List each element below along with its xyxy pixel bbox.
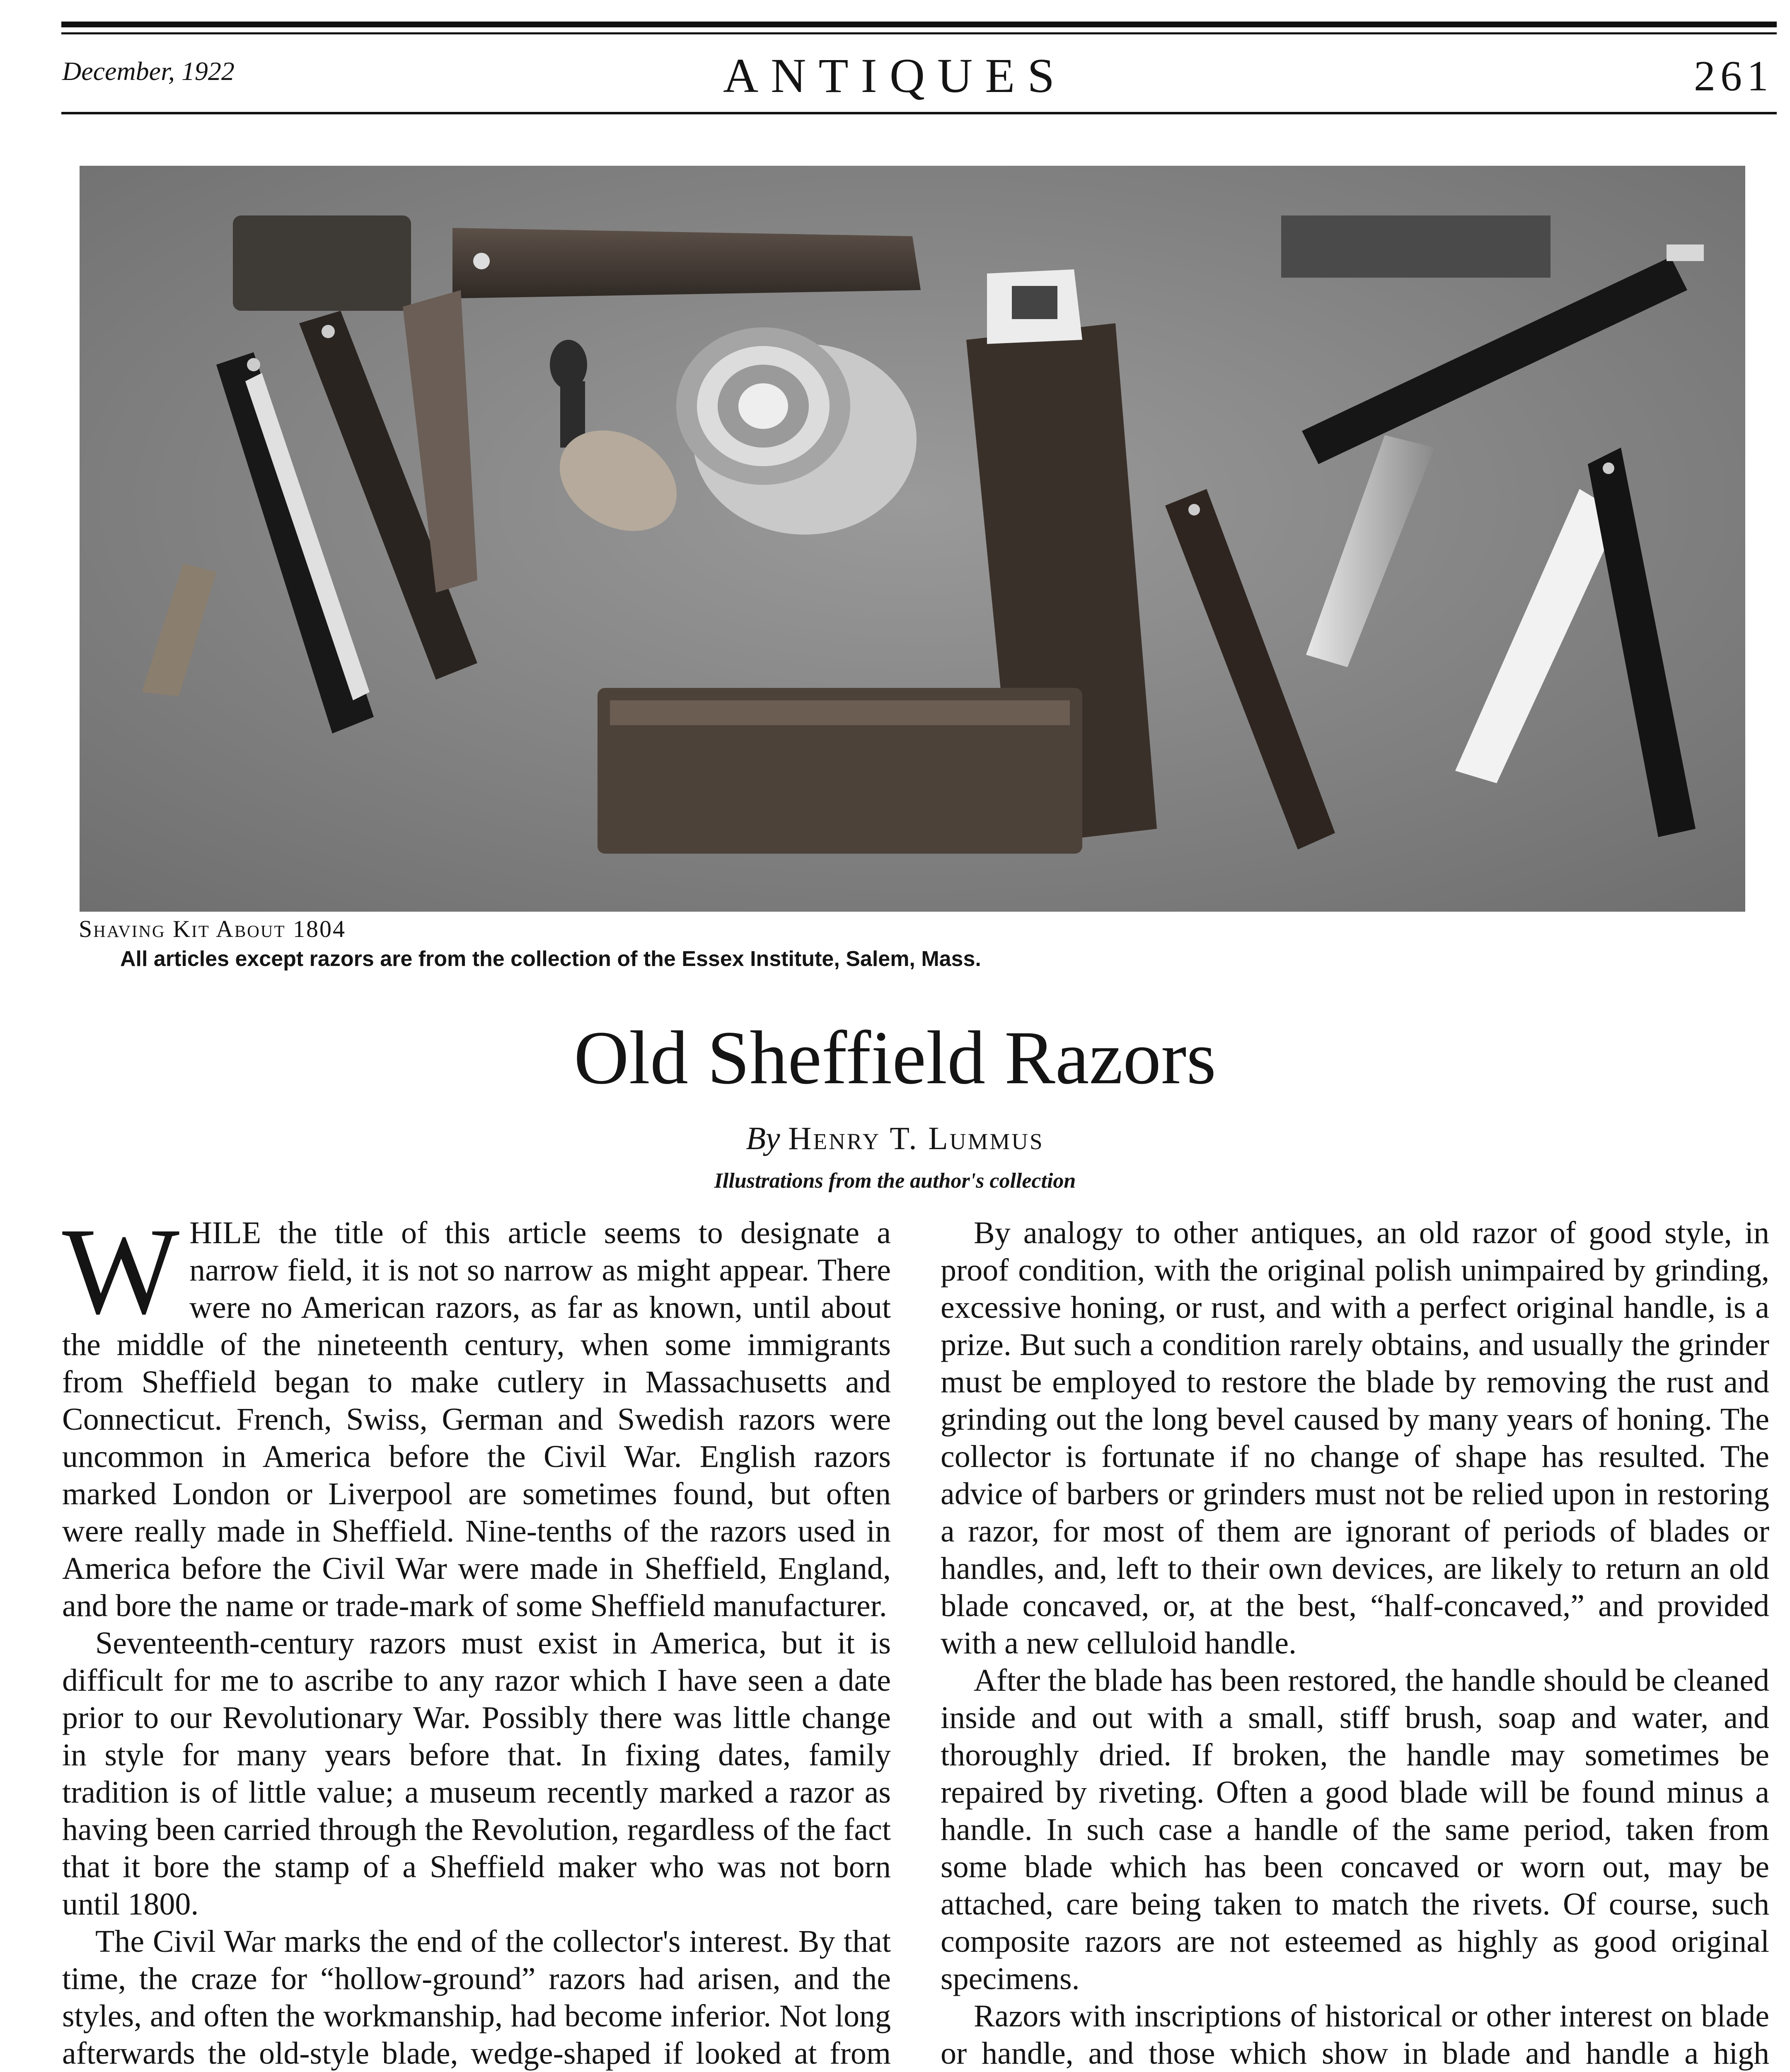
razor-pivot <box>247 358 260 371</box>
paragraph <box>62 1202 891 1624</box>
article-column-left <box>62 1202 891 2072</box>
paragraph: The Civil War marks the end of the collector's interest. By that time, the craze for “hollow-ground” razors had arisen, and the styles, and often the workmanship, had become inferior. Not long afterwards the old-style blade, wedge-shaped if looked at from <box>62 1924 891 2071</box>
paragraph: Seventeenth-century razors must exist in America, but it is difficult for me to ascribe to any razor which I have seen a date prior to our Revolutionary War. Possibly there was little change in style for many years before that. In fixing dates, family tradition is of little value; a museum recently marked a razor as having been carried through the Revolution, regardless of the fact that it bore the stamp of a Sheffield maker who was not born until 1800. <box>62 1626 891 1922</box>
razor-case <box>452 228 921 298</box>
case-lid-edge <box>610 700 1070 725</box>
header-rule-top-thin <box>61 32 1777 34</box>
issue-date: December, 1922 <box>62 56 235 86</box>
razor-pivot <box>1603 462 1614 474</box>
paragraph: After the blade has been restored, the handle should be cleaned inside and out with a small, stiff brush, soap and water, and thoroughly dried. If broken, the handle may sometimes be repaired by riveting. Often a good blade will be found minus a handle. In such case a handle of the same period, taken from some blade which has been concaved or worn out, may be attached, care being taken to match the rivets. Of course, such composite razors are not esteemed as highly as good original specimens. <box>941 1663 1769 1996</box>
figure-caption-note: All articles except razors are from the collection of the Essex Institute, Salem, Mass. <box>120 947 981 971</box>
page-number: 261 <box>1694 52 1773 100</box>
paragraph-text: HILE the title of this article seems to designate a narrow field, it is not so narrow as might appear. There were no American razors, as far as known, until about the middle of the nineteenth century, when some immigrants from Sheffield began to make cutlery in Massachusetts and Connecticut. French, Swiss, German and Swedish razors were uncommon in America before the Civil War. English razors marked London or Liverpool are sometimes found, but often were really made in Sheffield. Nine-tenths of the razors used in America before the Civil War were made in Sheffield, England, and bore the name or trade-mark of some Sheffield manufacturer. <box>62 1215 891 1623</box>
photo-shaving-kit <box>80 166 1745 912</box>
paragraph: By analogy to other antiques, an old razor of good style, in proof condition, with the original polish unimpaired by grinding, excessive honing, or rust, and with a perfect original handle, is a prize. But such a condition rarely obtains, and usually the grinder must be employed to restore the blade by removing the rust and grinding out the long bevel caused by many years of honing. The collector is fortunate if no change of shape has resulted. The advice of barbers or grinders must not be relied upon in restoring a razor, for most of them are ignorant of periods of blades or handles, and, left to their own devices, are likely to return an old blade concaved, or, at the best, “half-concaved,” and provided with a new celluloid handle. <box>941 1215 1769 1661</box>
tin-center <box>738 383 788 429</box>
strop-label-mark <box>1012 286 1057 319</box>
magazine-title: ANTIQUES <box>723 48 1067 103</box>
razor-pivot <box>1188 504 1200 516</box>
header-rule-top-thick <box>61 22 1777 27</box>
drop-cap: W <box>62 1202 180 1340</box>
hone-block <box>233 215 411 311</box>
case-rivet <box>473 253 490 269</box>
razor-pivot <box>322 325 335 338</box>
article-title: Old Sheffield Razors <box>573 1015 1217 1100</box>
header-rule-bottom <box>61 112 1777 114</box>
byline-by: By <box>746 1120 780 1156</box>
illustrations-credit: Illustrations from the author's collection <box>714 1169 1076 1193</box>
razor-blade-top-right <box>1281 215 1551 278</box>
figure-caption-title: Shaving Kit About 1804 <box>79 915 346 942</box>
byline <box>0 1120 1790 1157</box>
article-column-right <box>941 1214 1769 2072</box>
razor-tang <box>1667 244 1704 261</box>
byline-author: Henry T. Lummus <box>788 1120 1044 1156</box>
paragraph: Razors with inscriptions of historical or other interest on blade or handle, and those which show in blade and handle a high <box>941 1999 1769 2071</box>
